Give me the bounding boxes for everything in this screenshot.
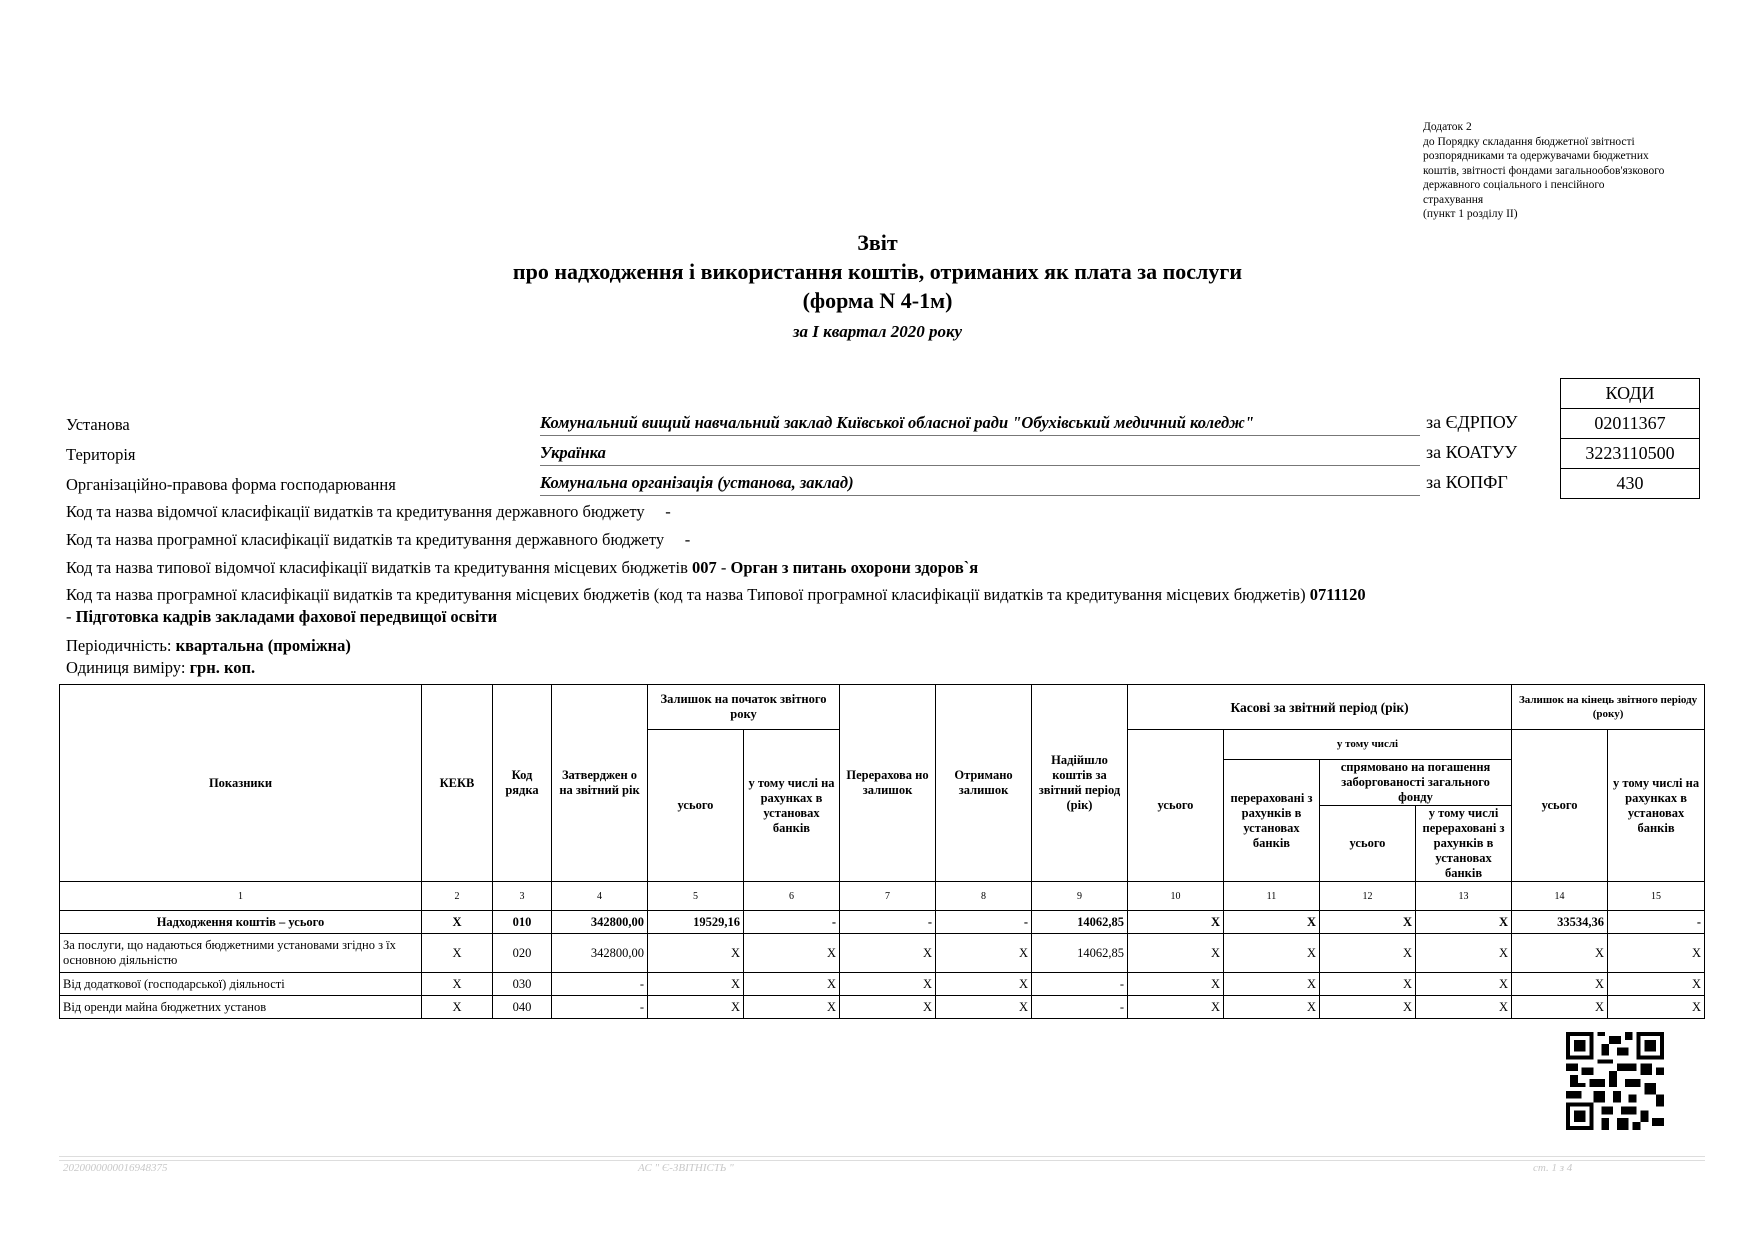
row-name: За послуги, що надаються бюджетними установами згідно з їх основною діяльністю (60, 934, 422, 973)
col-number: 8 (936, 882, 1032, 911)
col-number: 6 (744, 882, 840, 911)
col-number: 2 (422, 882, 493, 911)
footer-system: АС " Є-ЗВІТНІСТЬ " (638, 1162, 734, 1174)
qr-code-icon (1566, 1032, 1664, 1130)
cell: X (1128, 911, 1224, 934)
cell: - (1032, 973, 1128, 996)
col-balance-start: Залишок на початок звітного року (648, 685, 840, 730)
state-prog-classification (66, 530, 690, 550)
col-number: 4 (552, 882, 648, 911)
cell: 010 (493, 911, 552, 934)
col-received-balance: Отримано залишок (936, 685, 1032, 882)
cell: X (1128, 996, 1224, 1019)
cell: X (1320, 934, 1416, 973)
territory-value: Українка (540, 443, 1420, 466)
cell: X (1512, 934, 1608, 973)
col-row-code: Код рядка (493, 685, 552, 882)
title-line-2: про надходження і використання коштів, отриманих як плата за послуги (512, 259, 1243, 284)
cell: X (1320, 911, 1416, 934)
col-balance-start-total: усього (648, 730, 744, 882)
cell: - (744, 911, 840, 934)
cell: X (840, 934, 936, 973)
cell: 14062,85 (1032, 934, 1128, 973)
edrpou-code: 02011367 (1561, 409, 1700, 439)
col-balance-end: Залишок на кінець звітного періоду (року) (1512, 685, 1705, 730)
local-prog-label: Код та назва програмної класифікації видатків та кредитування місцевих бюджетів (код та назва Типової програмної класифікації видатків та кредитування місцевих бюджетів) (66, 585, 1306, 604)
col-received-funds: Надійшло коштів за звітний період (рік) (1032, 685, 1128, 882)
column-numbers-row (60, 882, 1705, 911)
local-prog-classification (66, 584, 1366, 628)
footer-doc-id: 2020000000016948375 (63, 1162, 168, 1174)
cell: X (744, 934, 840, 973)
appendix-line: розпорядниками та одержувачами бюджетних (1423, 150, 1649, 162)
cell: X (840, 996, 936, 1019)
col-balance-end-total: усього (1512, 730, 1608, 882)
cell: X (1416, 911, 1512, 934)
report-title (0, 228, 1755, 315)
col-number: 14 (1512, 882, 1608, 911)
cell: X (422, 911, 493, 934)
cell: - (936, 911, 1032, 934)
cell: - (552, 996, 648, 1019)
cell: X (422, 934, 493, 973)
codes-header: КОДИ (1561, 379, 1700, 409)
cell: X (1224, 934, 1320, 973)
cell: X (648, 934, 744, 973)
col-number: 5 (648, 882, 744, 911)
cell: X (1416, 996, 1512, 1019)
cell: X (1608, 973, 1705, 996)
separator: - (716, 558, 731, 577)
cell: X (1608, 934, 1705, 973)
col-balance-end-banks: у тому числі на рахунках в установах банків (1608, 730, 1705, 882)
kopfg-code: 430 (1561, 469, 1700, 499)
cell: 33534,36 (1512, 911, 1608, 934)
col-transferred-balance: Перерахова но залишок (840, 685, 936, 882)
row-name: Від додаткової (господарської) діяльності (60, 973, 422, 996)
cell: X (936, 996, 1032, 1019)
table-row (60, 996, 1705, 1019)
state-dept-value: - (665, 502, 671, 521)
local-dept-code: 007 (692, 558, 717, 577)
kopfg-label: за КОПФГ (1426, 472, 1508, 492)
state-dept-classification (66, 502, 671, 522)
cell: X (422, 973, 493, 996)
row-name: Надходження коштів – усього (60, 911, 422, 934)
institution-label: Установа (66, 415, 130, 434)
col-cash-transferred-banks: перераховані з рахунків в установах банків (1224, 760, 1320, 882)
cell: X (422, 996, 493, 1019)
col-indicators: Показники (60, 685, 422, 882)
title-line-1: Звіт (857, 230, 898, 255)
col-cash: Касові за звітний період (рік) (1128, 685, 1512, 730)
cell: X (1224, 911, 1320, 934)
footer-divider (59, 1156, 1705, 1161)
local-dept-classification (66, 558, 978, 578)
unit-value: грн. коп. (189, 658, 256, 677)
cell: X (1512, 996, 1608, 1019)
col-kekv: КЕКВ (422, 685, 493, 882)
cell: X (1128, 934, 1224, 973)
cell: X (1224, 973, 1320, 996)
report-table (59, 684, 1705, 1019)
col-number: 13 (1416, 882, 1512, 911)
col-approved: Затверджен о на звітний рік (552, 685, 648, 882)
col-cash-including: у тому числі (1224, 730, 1512, 760)
state-prog-value: - (684, 530, 691, 549)
col-number: 12 (1320, 882, 1416, 911)
codes-table (1560, 378, 1700, 499)
org-form-value: Комунальна організація (установа, заклад) (540, 473, 1420, 496)
territory-label: Територія (66, 445, 136, 464)
cell: X (648, 996, 744, 1019)
cell: X (1320, 973, 1416, 996)
appendix-line: до Порядку складання бюджетної звітності (1423, 135, 1635, 148)
col-cash-debt: спрямовано на погашення заборгованості загального фонду (1320, 760, 1512, 806)
cell: X (1224, 996, 1320, 1019)
col-cash-debt-banks: у тому числі перераховані з рахунків в установах банків (1416, 806, 1512, 882)
cell: X (744, 996, 840, 1019)
footer-page: ст. 1 з 4 (1533, 1162, 1573, 1174)
appendix-line: державного соціального і пенсійного (1423, 179, 1605, 191)
appendix-line: (пункт 1 розділу ІІ) (1423, 208, 1518, 220)
periodicity-value: квартальна (проміжна) (175, 636, 351, 655)
cell: X (1512, 973, 1608, 996)
cell: 040 (493, 996, 552, 1019)
cell: X (648, 973, 744, 996)
institution-value: Комунальний вищий навчальний заклад Київської обласної ради "Обухівський медичний коледж" (540, 413, 1420, 436)
col-cash-debt-total: усього (1320, 806, 1416, 882)
periodicity (66, 636, 351, 656)
cell: 030 (493, 973, 552, 996)
cell: X (1320, 996, 1416, 1019)
appendix-line: страхування (1423, 193, 1484, 206)
col-number: 9 (1032, 882, 1128, 911)
table-row (60, 973, 1705, 996)
col-number: 10 (1128, 882, 1224, 911)
cell: 020 (493, 934, 552, 973)
title-line-3: (форма N 4-1м) (802, 288, 953, 313)
cell: 342800,00 (552, 911, 648, 934)
appendix-line: Додаток 2 (1423, 121, 1472, 133)
cell: - (1608, 911, 1705, 934)
local-prog-name: Підготовка кадрів закладами фахової передвищої освіти (75, 607, 498, 626)
edrpou-label: за ЄДРПОУ (1426, 412, 1518, 432)
unit-of-measure (66, 658, 255, 678)
row-name: Від оренди майна бюджетних установ (60, 996, 422, 1019)
cell: X (840, 973, 936, 996)
cell: 342800,00 (552, 934, 648, 973)
koatuu-code: 3223110500 (1561, 439, 1700, 469)
cell: - (552, 973, 648, 996)
koatuu-label: за КОАТУУ (1426, 442, 1518, 462)
local-prog-code: 0711120 (1309, 585, 1366, 604)
local-dept-name: Орган з питань охорони здоров`я (730, 558, 979, 577)
cell: X (744, 973, 840, 996)
col-number: 3 (493, 882, 552, 911)
cell: - (1032, 996, 1128, 1019)
col-number: 7 (840, 882, 936, 911)
org-form-label: Організаційно-правова форма господарювання (66, 475, 396, 494)
col-balance-start-banks: у тому числі на рахунках в установах банків (744, 730, 840, 882)
cell: 19529,16 (648, 911, 744, 934)
cell: X (1608, 996, 1705, 1019)
unit-label: Одиниця виміру: (66, 658, 186, 677)
periodicity-label: Періодичність: (66, 636, 172, 655)
state-dept-label: Код та назва відомчої класифікації видатків та кредитування державного бюджету (66, 502, 645, 521)
cell: X (936, 973, 1032, 996)
col-number: 15 (1608, 882, 1705, 911)
col-number: 1 (60, 882, 422, 911)
separator: - (66, 607, 76, 626)
local-dept-label: Код та назва типової відомчої класифікації видатків та кредитування місцевих бюджетів (66, 558, 688, 577)
report-period: за I квартал 2020 року (792, 322, 963, 341)
table-row (60, 934, 1705, 973)
cell: 14062,85 (1032, 911, 1128, 934)
cell: X (936, 934, 1032, 973)
col-number: 11 (1224, 882, 1320, 911)
cell: X (1416, 973, 1512, 996)
state-prog-label: Код та назва програмної класифікації видатків та кредитування державного бюджету (66, 530, 665, 549)
appendix-note (1423, 120, 1703, 222)
table-row (60, 911, 1705, 934)
cell: - (840, 911, 936, 934)
cell: X (1128, 973, 1224, 996)
cell: X (1416, 934, 1512, 973)
appendix-line: коштів, звітності фондами загальнообов'язкового (1423, 164, 1665, 177)
col-cash-total: усього (1128, 730, 1224, 882)
